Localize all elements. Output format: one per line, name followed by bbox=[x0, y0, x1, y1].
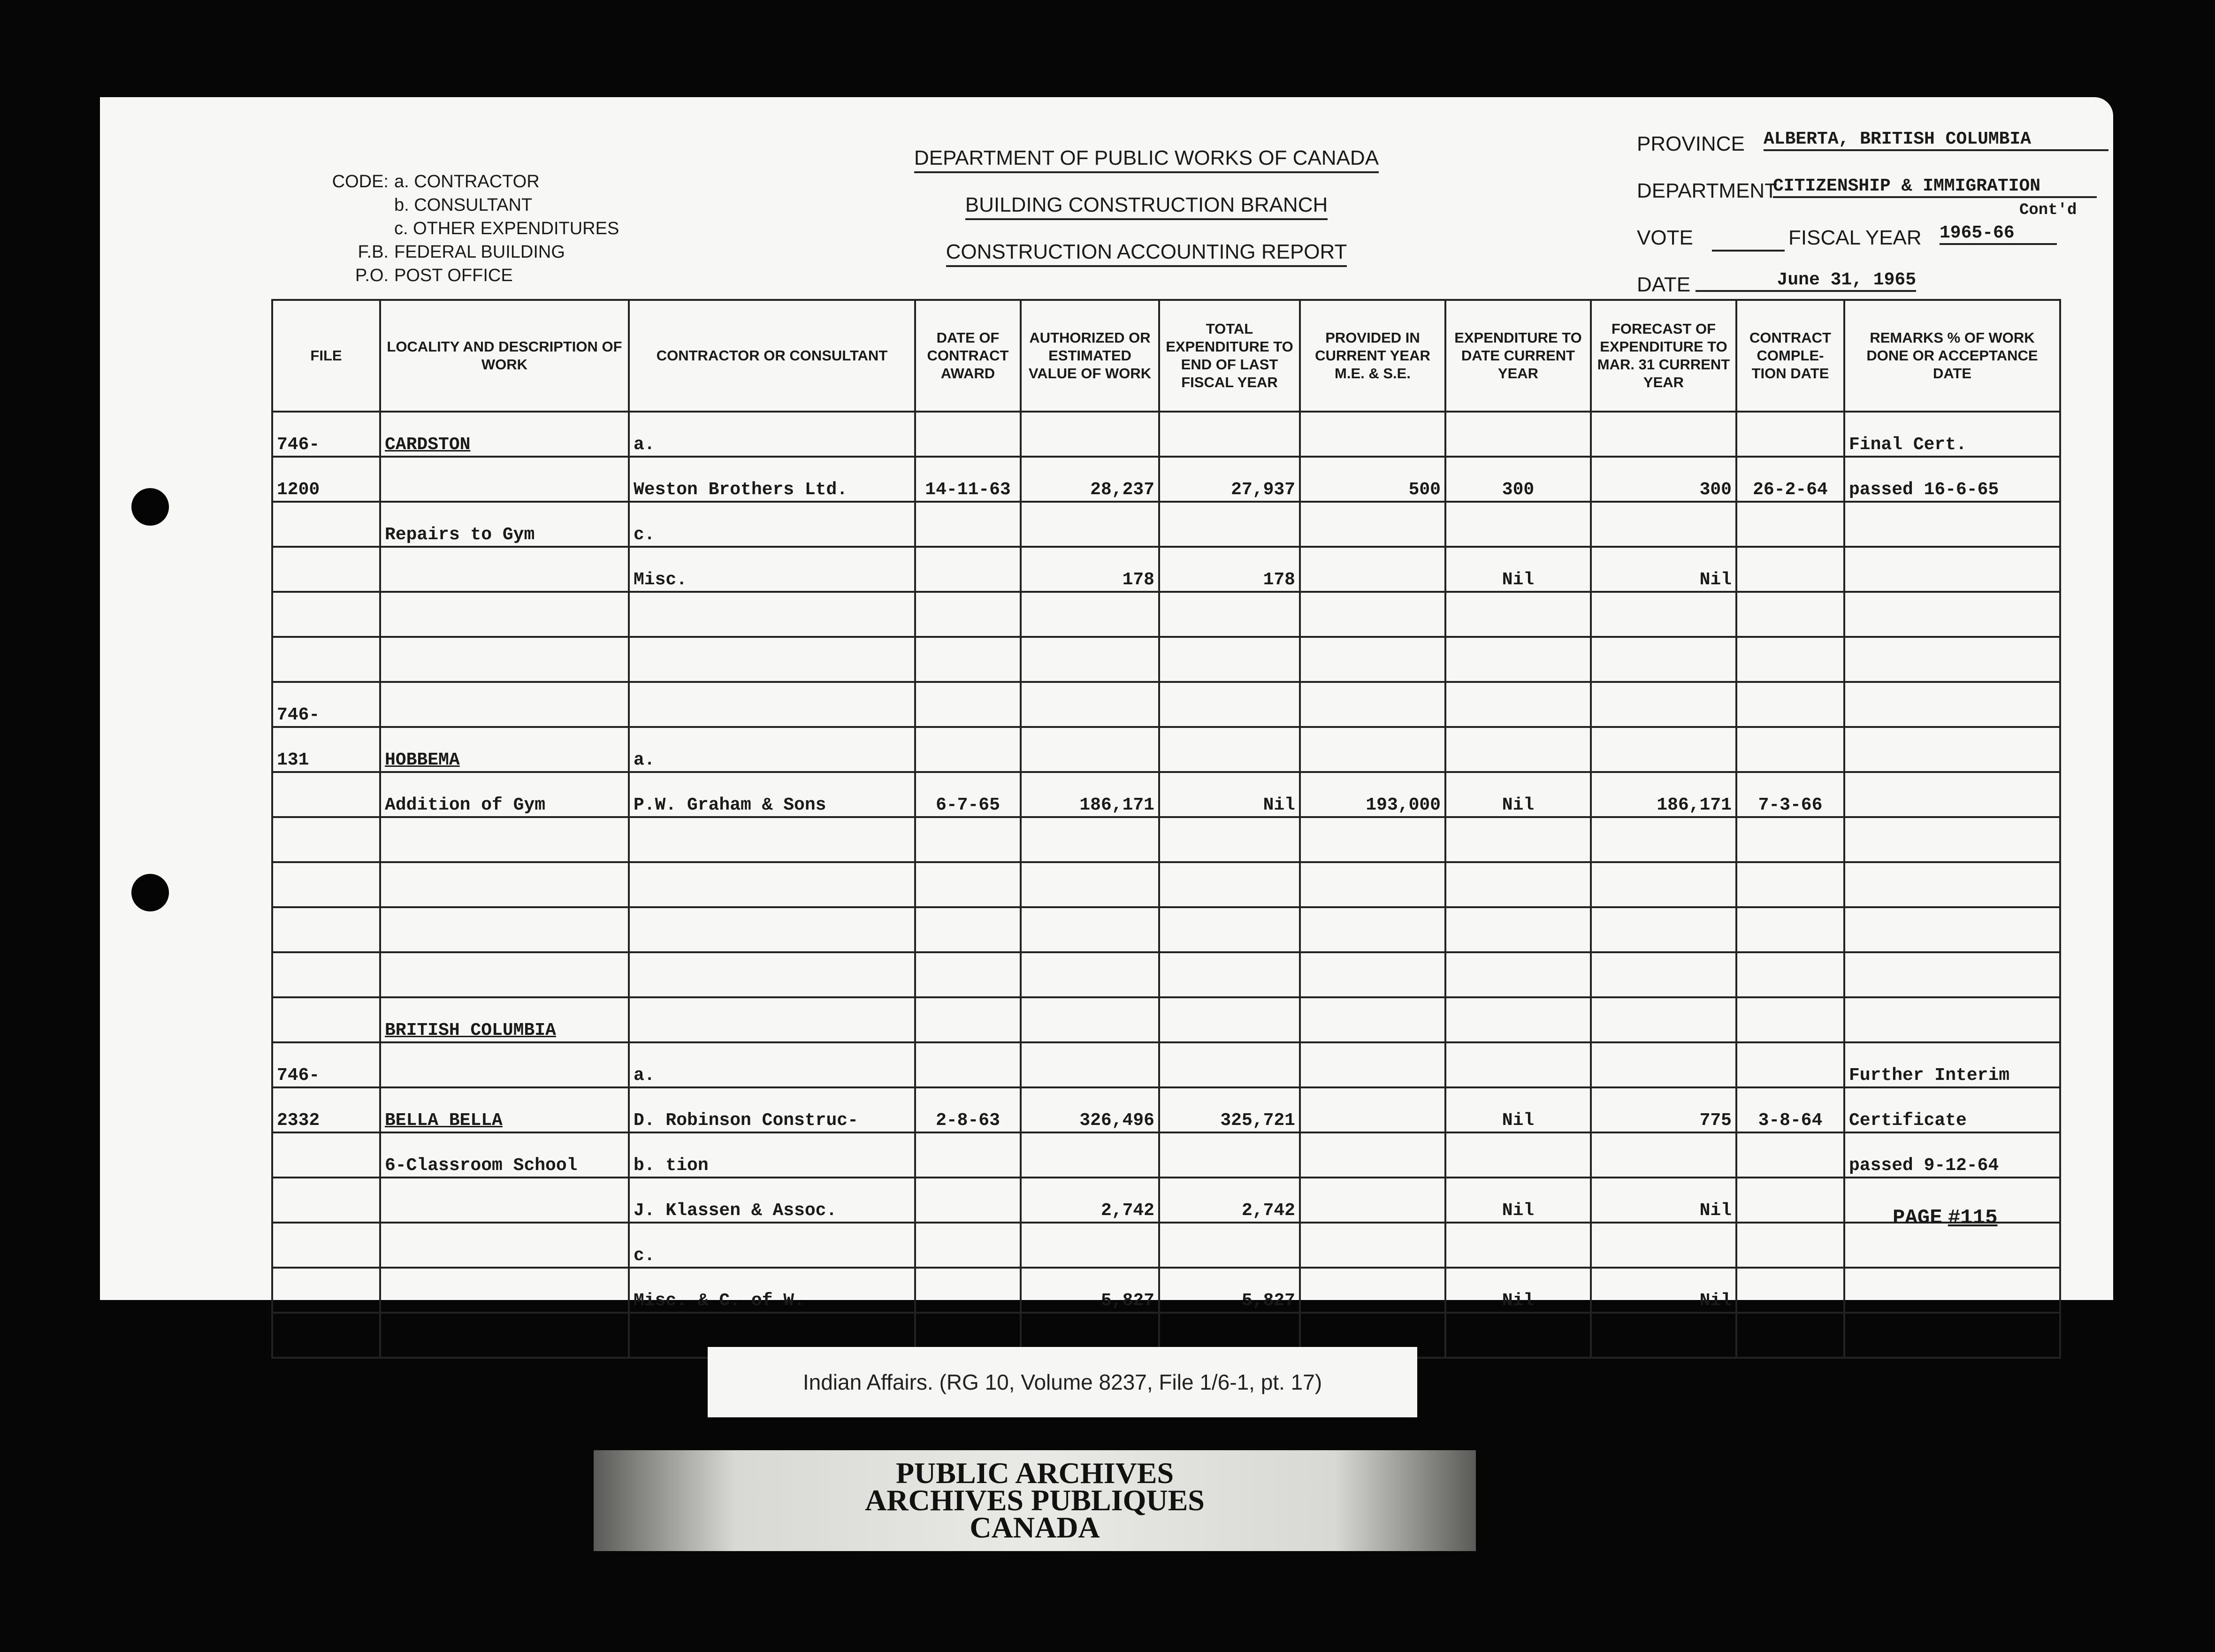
cell-provided bbox=[1300, 1223, 1445, 1268]
cell-exp bbox=[1445, 952, 1591, 997]
punch-hole bbox=[131, 874, 169, 911]
cell-contractor bbox=[629, 952, 915, 997]
cell-date: 6-7-65 bbox=[915, 772, 1021, 817]
cell-exp bbox=[1445, 1223, 1591, 1268]
col-award-date: DATE OF CONTRACT AWARD bbox=[915, 300, 1021, 412]
cell-contractor: c. bbox=[629, 502, 915, 547]
cell-value bbox=[1021, 682, 1159, 727]
cell-date bbox=[915, 1042, 1021, 1087]
legend-key: CODE: bbox=[332, 172, 389, 191]
cell-value bbox=[1021, 1042, 1159, 1087]
col-value: AUTHORIZED OR ESTIMATED VALUE OF WORK bbox=[1021, 300, 1159, 412]
cell-total: 178 bbox=[1159, 547, 1300, 592]
department-label: DEPARTMENT bbox=[1637, 179, 1778, 202]
stamp-line: ARCHIVES PUBLIQUES bbox=[865, 1484, 1205, 1517]
cell-remarks: passed 16-6-65 bbox=[1844, 457, 2060, 502]
code-legend bbox=[295, 170, 717, 287]
cell-provided bbox=[1300, 952, 1445, 997]
cell-date bbox=[915, 862, 1021, 907]
cell-completion: 7-3-66 bbox=[1736, 772, 1844, 817]
cell-value bbox=[1021, 592, 1159, 637]
cell-date bbox=[915, 727, 1021, 772]
province-value: ALBERTA, BRITISH COLUMBIA bbox=[1764, 129, 2108, 151]
cell-locality bbox=[380, 1178, 629, 1223]
cell-exp bbox=[1445, 682, 1591, 727]
table-row bbox=[272, 1132, 2060, 1178]
cell-remarks bbox=[1844, 817, 2060, 862]
punch-hole bbox=[131, 488, 169, 526]
cell-total: Nil bbox=[1159, 772, 1300, 817]
cell-contractor: Misc. & C. of W. bbox=[629, 1268, 915, 1313]
table-row bbox=[272, 547, 2060, 592]
cell-file bbox=[272, 1313, 380, 1358]
cell-completion bbox=[1736, 412, 1844, 457]
cell-forecast: 300 bbox=[1591, 457, 1736, 502]
cell-contractor bbox=[629, 907, 915, 952]
cell-value bbox=[1021, 637, 1159, 682]
legend-text: c. OTHER EXPENDITURES bbox=[394, 219, 619, 238]
cell-remarks bbox=[1844, 1268, 2060, 1313]
department-value: CITIZENSHIP & IMMIGRATION bbox=[1773, 176, 2097, 198]
cell-locality: 6-Classroom School bbox=[380, 1132, 629, 1178]
cell-date bbox=[915, 1223, 1021, 1268]
cell-remarks bbox=[1844, 682, 2060, 727]
department-title: DEPARTMENT OF PUBLIC WORKS OF CANADA bbox=[898, 146, 1395, 170]
cell-provided bbox=[1300, 502, 1445, 547]
cell-remarks bbox=[1844, 637, 2060, 682]
cell-forecast bbox=[1591, 502, 1736, 547]
cell-provided bbox=[1300, 412, 1445, 457]
cell-exp bbox=[1445, 727, 1591, 772]
cell-forecast bbox=[1591, 862, 1736, 907]
cell-remarks bbox=[1844, 772, 2060, 817]
cell-remarks: passed 9-12-64 bbox=[1844, 1132, 2060, 1178]
cell-date bbox=[915, 817, 1021, 862]
table-row bbox=[272, 637, 2060, 682]
cell-file bbox=[272, 637, 380, 682]
cell-contractor: b. tion bbox=[629, 1132, 915, 1178]
cell-forecast bbox=[1591, 1223, 1736, 1268]
cell-contractor: Weston Brothers Ltd. bbox=[629, 457, 915, 502]
cell-completion bbox=[1736, 502, 1844, 547]
cell-exp: Nil bbox=[1445, 772, 1591, 817]
province-label: PROVINCE bbox=[1637, 132, 1745, 155]
cell-exp bbox=[1445, 997, 1591, 1042]
table-row bbox=[272, 592, 2060, 637]
cell-exp bbox=[1445, 1313, 1591, 1358]
cell-contractor: D. Robinson Construc- bbox=[629, 1087, 915, 1132]
cell-date bbox=[915, 907, 1021, 952]
cell-file bbox=[272, 862, 380, 907]
table-row bbox=[272, 727, 2060, 772]
legend-text: FEDERAL BUILDING bbox=[394, 242, 565, 262]
cell-completion bbox=[1736, 682, 1844, 727]
cell-forecast bbox=[1591, 727, 1736, 772]
legend-key: P.O. bbox=[355, 266, 389, 285]
cell-total bbox=[1159, 412, 1300, 457]
table-row bbox=[272, 502, 2060, 547]
cell-remarks: Certificate bbox=[1844, 1087, 2060, 1132]
cell-contractor: P.W. Graham & Sons bbox=[629, 772, 915, 817]
cell-total bbox=[1159, 592, 1300, 637]
cell-value bbox=[1021, 502, 1159, 547]
table-row bbox=[272, 997, 2060, 1042]
cell-file bbox=[272, 952, 380, 997]
cell-locality: Addition of Gym bbox=[380, 772, 629, 817]
col-expenditure-current: EXPENDITURE TO DATE CURRENT YEAR bbox=[1445, 300, 1591, 412]
cell-completion bbox=[1736, 862, 1844, 907]
stamp-line: CANADA bbox=[970, 1511, 1100, 1544]
cell-total bbox=[1159, 1223, 1300, 1268]
archive-caption: Indian Affairs. (RG 10, Volume 8237, File 1/6-1, pt. 17) bbox=[708, 1347, 1417, 1417]
table-row bbox=[272, 862, 2060, 907]
cell-file: 746- bbox=[272, 1042, 380, 1087]
cell-file bbox=[272, 907, 380, 952]
branch-title: BUILDING CONSTRUCTION BRANCH bbox=[898, 193, 1395, 217]
cell-total bbox=[1159, 727, 1300, 772]
cell-provided bbox=[1300, 997, 1445, 1042]
col-forecast: FORECAST OF EXPENDITURE TO MAR. 31 CURRENT YEAR bbox=[1591, 300, 1736, 412]
cell-value: 5,827 bbox=[1021, 1268, 1159, 1313]
cell-file bbox=[272, 1223, 380, 1268]
stamp-line: PUBLIC ARCHIVES bbox=[895, 1456, 1174, 1490]
cell-locality bbox=[380, 1268, 629, 1313]
table-row bbox=[272, 772, 2060, 817]
fiscal-year-value: 1965-66 bbox=[1940, 223, 2057, 245]
cell-exp bbox=[1445, 592, 1591, 637]
cell-locality bbox=[380, 637, 629, 682]
cell-provided bbox=[1300, 1268, 1445, 1313]
cell-contractor bbox=[629, 997, 915, 1042]
col-total-expenditure: TOTAL EXPENDITURE TO END OF LAST FISCAL YEAR bbox=[1159, 300, 1300, 412]
cell-file bbox=[272, 502, 380, 547]
cell-remarks bbox=[1844, 1313, 2060, 1358]
cell-provided bbox=[1300, 1042, 1445, 1087]
cell-exp bbox=[1445, 412, 1591, 457]
cell-total: 2,742 bbox=[1159, 1178, 1300, 1223]
col-remarks: REMARKS % OF WORK DONE OR ACCEPTANCE DATE bbox=[1844, 300, 2060, 412]
cell-provided bbox=[1300, 862, 1445, 907]
department-note: Cont'd bbox=[2019, 201, 2077, 219]
cell-file bbox=[272, 997, 380, 1042]
cell-value bbox=[1021, 952, 1159, 997]
cell-file: 1200 bbox=[272, 457, 380, 502]
cell-date bbox=[915, 1268, 1021, 1313]
cell-provided: 500 bbox=[1300, 457, 1445, 502]
cell-completion bbox=[1736, 1223, 1844, 1268]
cell-completion bbox=[1736, 1042, 1844, 1087]
cell-value bbox=[1021, 997, 1159, 1042]
cell-total bbox=[1159, 637, 1300, 682]
table-row bbox=[272, 1223, 2060, 1268]
cell-locality bbox=[380, 1223, 629, 1268]
legend-text: POST OFFICE bbox=[394, 266, 513, 285]
cell-completion bbox=[1736, 727, 1844, 772]
cell-forecast bbox=[1591, 997, 1736, 1042]
cell-contractor bbox=[629, 592, 915, 637]
cell-locality bbox=[380, 682, 629, 727]
cell-provided bbox=[1300, 592, 1445, 637]
cell-total: 27,937 bbox=[1159, 457, 1300, 502]
cell-contractor: a. bbox=[629, 1042, 915, 1087]
report-sheet bbox=[100, 97, 2113, 1311]
page-number-value: #115 bbox=[1948, 1206, 1998, 1230]
cell-locality bbox=[380, 1313, 629, 1358]
date-label: DATE bbox=[1637, 273, 1691, 296]
cell-forecast bbox=[1591, 907, 1736, 952]
cell-file bbox=[272, 1132, 380, 1178]
cell-file: 131 bbox=[272, 727, 380, 772]
date-value: June 31, 1965 bbox=[1696, 270, 1916, 292]
cell-forecast bbox=[1591, 412, 1736, 457]
cell-provided bbox=[1300, 682, 1445, 727]
cell-locality: BELLA BELLA bbox=[380, 1087, 629, 1132]
cell-value bbox=[1021, 1132, 1159, 1178]
cell-locality bbox=[380, 1042, 629, 1087]
cell-value: 28,237 bbox=[1021, 457, 1159, 502]
cell-date bbox=[915, 1132, 1021, 1178]
table-row bbox=[272, 1178, 2060, 1223]
cell-completion: 26-2-64 bbox=[1736, 457, 1844, 502]
cell-forecast: Nil bbox=[1591, 547, 1736, 592]
vote-blank bbox=[1712, 250, 1785, 252]
cell-date bbox=[915, 997, 1021, 1042]
legend-text: a. CONTRACTOR bbox=[394, 172, 540, 191]
cell-completion bbox=[1736, 547, 1844, 592]
cell-contractor: J. Klassen & Assoc. bbox=[629, 1178, 915, 1223]
cell-remarks bbox=[1844, 997, 2060, 1042]
table-row bbox=[272, 457, 2060, 502]
cell-date bbox=[915, 502, 1021, 547]
cell-file bbox=[272, 592, 380, 637]
cell-provided bbox=[1300, 547, 1445, 592]
cell-total bbox=[1159, 502, 1300, 547]
vote-label: VOTE bbox=[1637, 226, 1693, 249]
cell-provided: 193,000 bbox=[1300, 772, 1445, 817]
archives-stamp bbox=[594, 1450, 1476, 1551]
cell-completion bbox=[1736, 592, 1844, 637]
cell-locality: CARDSTON bbox=[380, 412, 629, 457]
col-locality: LOCALITY AND DESCRIPTION OF WORK bbox=[380, 300, 629, 412]
cell-exp bbox=[1445, 1132, 1591, 1178]
cell-total bbox=[1159, 817, 1300, 862]
table-row bbox=[272, 412, 2060, 457]
cell-provided bbox=[1300, 1178, 1445, 1223]
cell-exp: Nil bbox=[1445, 1178, 1591, 1223]
cell-total bbox=[1159, 862, 1300, 907]
cell-date bbox=[915, 637, 1021, 682]
cell-contractor bbox=[629, 682, 915, 727]
cell-contractor bbox=[629, 637, 915, 682]
cell-total bbox=[1159, 907, 1300, 952]
cell-forecast: 186,171 bbox=[1591, 772, 1736, 817]
cell-exp bbox=[1445, 1042, 1591, 1087]
cell-contractor: c. bbox=[629, 1223, 915, 1268]
cell-contractor: a. bbox=[629, 412, 915, 457]
cell-forecast: Nil bbox=[1591, 1268, 1736, 1313]
cell-locality bbox=[380, 907, 629, 952]
cell-file: 2332 bbox=[272, 1087, 380, 1132]
table-row bbox=[272, 952, 2060, 997]
cell-total bbox=[1159, 952, 1300, 997]
cell-forecast: 775 bbox=[1591, 1087, 1736, 1132]
table-row bbox=[272, 682, 2060, 727]
fiscal-year-label: FISCAL YEAR bbox=[1788, 226, 1922, 249]
cell-date bbox=[915, 412, 1021, 457]
cell-total: 325,721 bbox=[1159, 1087, 1300, 1132]
cell-value bbox=[1021, 727, 1159, 772]
cell-remarks: Final Cert. bbox=[1844, 412, 2060, 457]
cell-contractor: Misc. bbox=[629, 547, 915, 592]
cell-remarks bbox=[1844, 502, 2060, 547]
page-number bbox=[1893, 1205, 1997, 1230]
cell-exp bbox=[1445, 502, 1591, 547]
cell-exp: Nil bbox=[1445, 1268, 1591, 1313]
cell-completion bbox=[1736, 1132, 1844, 1178]
cell-locality bbox=[380, 862, 629, 907]
cell-total bbox=[1159, 997, 1300, 1042]
cell-value bbox=[1021, 862, 1159, 907]
legend-key: F.B. bbox=[358, 242, 389, 262]
col-provided: PROVIDED IN CURRENT YEAR M.E. & S.E. bbox=[1300, 300, 1445, 412]
cell-date bbox=[915, 1178, 1021, 1223]
cell-completion bbox=[1736, 1268, 1844, 1313]
cell-exp: Nil bbox=[1445, 547, 1591, 592]
cell-contractor bbox=[629, 817, 915, 862]
cell-exp: Nil bbox=[1445, 1087, 1591, 1132]
cell-exp bbox=[1445, 907, 1591, 952]
cell-exp bbox=[1445, 817, 1591, 862]
cell-value bbox=[1021, 817, 1159, 862]
cell-value bbox=[1021, 907, 1159, 952]
cell-forecast bbox=[1591, 817, 1736, 862]
cell-provided bbox=[1300, 817, 1445, 862]
cell-locality bbox=[380, 592, 629, 637]
cell-total bbox=[1159, 682, 1300, 727]
table-row bbox=[272, 1268, 2060, 1313]
accounting-table bbox=[271, 299, 2061, 1359]
legend-text: b. CONSULTANT bbox=[394, 195, 533, 215]
cell-forecast bbox=[1591, 1132, 1736, 1178]
cell-contractor bbox=[629, 862, 915, 907]
cell-remarks bbox=[1844, 592, 2060, 637]
cell-locality: HOBBEMA bbox=[380, 727, 629, 772]
cell-locality bbox=[380, 457, 629, 502]
page-label: PAGE bbox=[1893, 1206, 1942, 1230]
cell-completion bbox=[1736, 637, 1844, 682]
cell-provided bbox=[1300, 1087, 1445, 1132]
cell-remarks bbox=[1844, 952, 2060, 997]
cell-total bbox=[1159, 1042, 1300, 1087]
cell-file bbox=[272, 547, 380, 592]
col-file: FILE bbox=[272, 300, 380, 412]
cell-file bbox=[272, 1268, 380, 1313]
cell-value: 178 bbox=[1021, 547, 1159, 592]
cell-date: 2-8-63 bbox=[915, 1087, 1021, 1132]
cell-forecast: Nil bbox=[1591, 1178, 1736, 1223]
cell-value bbox=[1021, 1223, 1159, 1268]
cell-provided bbox=[1300, 637, 1445, 682]
cell-date bbox=[915, 952, 1021, 997]
table-row bbox=[272, 907, 2060, 952]
cell-value: 326,496 bbox=[1021, 1087, 1159, 1132]
cell-file: 746- bbox=[272, 412, 380, 457]
cell-exp bbox=[1445, 637, 1591, 682]
table-row bbox=[272, 817, 2060, 862]
cell-file bbox=[272, 772, 380, 817]
cell-forecast bbox=[1591, 592, 1736, 637]
cell-completion bbox=[1736, 1313, 1844, 1358]
cell-total: 5,827 bbox=[1159, 1268, 1300, 1313]
cell-exp: 300 bbox=[1445, 457, 1591, 502]
cell-completion bbox=[1736, 997, 1844, 1042]
cell-locality bbox=[380, 547, 629, 592]
cell-file: 746- bbox=[272, 682, 380, 727]
cell-locality bbox=[380, 817, 629, 862]
cell-date: 14-11-63 bbox=[915, 457, 1021, 502]
cell-remarks bbox=[1844, 907, 2060, 952]
cell-forecast bbox=[1591, 1042, 1736, 1087]
cell-contractor: a. bbox=[629, 727, 915, 772]
cell-exp bbox=[1445, 862, 1591, 907]
cell-completion bbox=[1736, 952, 1844, 997]
table-row bbox=[272, 1087, 2060, 1132]
cell-file bbox=[272, 817, 380, 862]
cell-forecast bbox=[1591, 1313, 1736, 1358]
cell-forecast bbox=[1591, 952, 1736, 997]
header-row bbox=[272, 300, 2060, 412]
cell-completion bbox=[1736, 907, 1844, 952]
cell-forecast bbox=[1591, 682, 1736, 727]
cell-remarks bbox=[1844, 547, 2060, 592]
col-contractor: CONTRACTOR OR CONSULTANT bbox=[629, 300, 915, 412]
cell-forecast bbox=[1591, 637, 1736, 682]
cell-date bbox=[915, 682, 1021, 727]
cell-locality bbox=[380, 952, 629, 997]
cell-remarks bbox=[1844, 727, 2060, 772]
cell-provided bbox=[1300, 907, 1445, 952]
report-title: CONSTRUCTION ACCOUNTING REPORT bbox=[898, 240, 1395, 264]
cell-value: 2,742 bbox=[1021, 1178, 1159, 1223]
cell-locality: Repairs to Gym bbox=[380, 502, 629, 547]
col-completion-date: CONTRACT COMPLE- TION DATE bbox=[1736, 300, 1844, 412]
cell-completion bbox=[1736, 1178, 1844, 1223]
cell-date bbox=[915, 592, 1021, 637]
cell-file bbox=[272, 1178, 380, 1223]
cell-total bbox=[1159, 1132, 1300, 1178]
cell-completion bbox=[1736, 817, 1844, 862]
cell-value bbox=[1021, 412, 1159, 457]
table-row bbox=[272, 1042, 2060, 1087]
cell-date bbox=[915, 547, 1021, 592]
cell-value: 186,171 bbox=[1021, 772, 1159, 817]
cell-remarks bbox=[1844, 862, 2060, 907]
cell-provided bbox=[1300, 727, 1445, 772]
cell-remarks: Further Interim bbox=[1844, 1042, 2060, 1087]
cell-provided bbox=[1300, 1132, 1445, 1178]
cell-locality: BRITISH COLUMBIA bbox=[380, 997, 629, 1042]
cell-completion: 3-8-64 bbox=[1736, 1087, 1844, 1132]
